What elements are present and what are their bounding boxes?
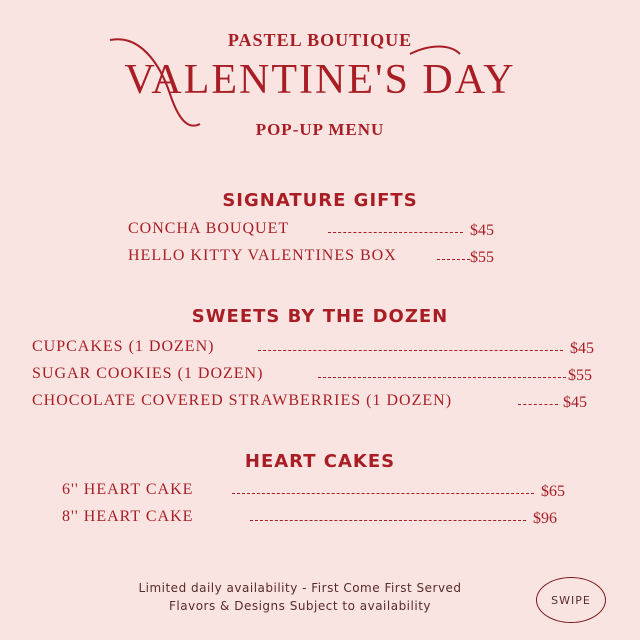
section-title-sweets-by-the-dozen: SWEETS BY THE DOZEN bbox=[191, 306, 449, 327]
menu-price: $65 bbox=[541, 483, 565, 500]
leader-dots bbox=[318, 377, 566, 378]
section-title-heart-cakes: HEART CAKES bbox=[244, 451, 396, 472]
menu-item-sugar-cookies: SUGAR COOKIES (1 DOZEN) bbox=[32, 365, 264, 382]
swipe-button[interactable] bbox=[536, 577, 606, 623]
menu-price: $55 bbox=[568, 367, 592, 384]
swipe-label: SWIPE bbox=[551, 593, 591, 607]
boutique-name: PASTEL BOUTIQUE bbox=[227, 30, 413, 50]
headline-title: VALENTINE'S DAY bbox=[124, 57, 516, 103]
menu-item-concha-bouquet: CONCHA BOUQUET bbox=[128, 220, 290, 237]
menu-subtitle: POP-UP MENU bbox=[255, 120, 385, 139]
leader-dots bbox=[250, 520, 526, 521]
menu-item-chocolate-strawberries: CHOCOLATE COVERED STRAWBERRIES (1 DOZEN) bbox=[32, 392, 453, 409]
leader-dots bbox=[437, 259, 470, 260]
menu-item-cupcakes: CUPCAKES (1 DOZEN) bbox=[32, 338, 215, 355]
leader-dots bbox=[518, 404, 558, 405]
menu-item-6-heart-cake: 6'' HEART CAKE bbox=[62, 481, 194, 498]
menu-item-8-heart-cake: 8'' HEART CAKE bbox=[62, 508, 194, 525]
menu-price: $45 bbox=[570, 340, 594, 357]
menu-price: $45 bbox=[470, 222, 494, 239]
menu-item-hello-kitty-box: HELLO KITTY VALENTINES BOX bbox=[128, 247, 397, 264]
menu-price: $55 bbox=[470, 249, 494, 266]
menu-price: $45 bbox=[563, 394, 587, 411]
footer-design-note: Flavors & Designs Subject to availability bbox=[169, 599, 431, 613]
menu-price: $96 bbox=[533, 510, 557, 527]
leader-dots bbox=[328, 232, 463, 233]
section-title-signature-gifts: SIGNATURE GIFTS bbox=[222, 190, 418, 211]
leader-dots bbox=[232, 493, 534, 494]
leader-dots bbox=[258, 350, 563, 351]
footer-availability-note: Limited daily availability - First Come First Served bbox=[138, 581, 462, 595]
